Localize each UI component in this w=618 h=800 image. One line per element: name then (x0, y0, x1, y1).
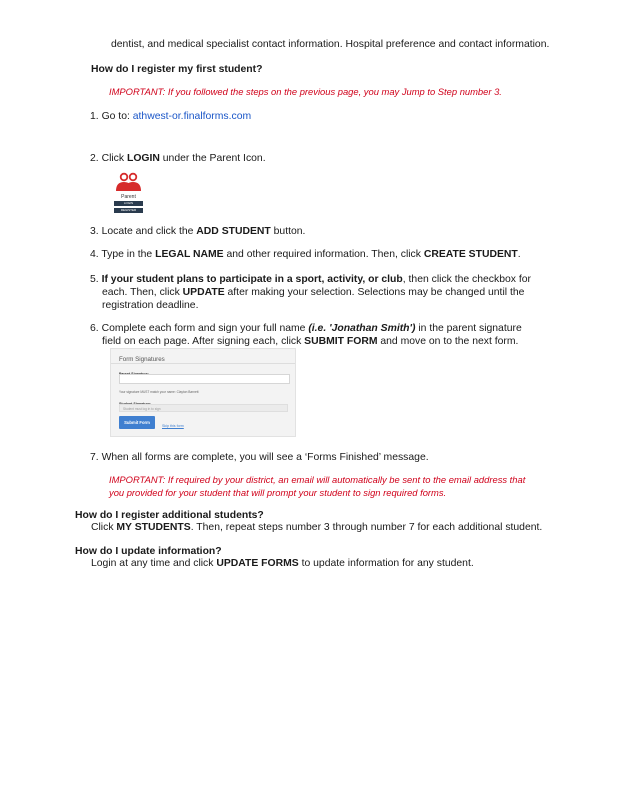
update-keyword: UPDATE (182, 287, 225, 298)
step-3-number: 3. (90, 226, 99, 237)
step-1-number: 1. (90, 111, 99, 122)
step-5-number: 5. (90, 274, 99, 285)
step-4-number: 4. (90, 249, 99, 260)
parent-icon-card[interactable] (113, 171, 144, 215)
update-forms-keyword: UPDATE FORMS (216, 558, 299, 569)
step-1 (90, 110, 540, 123)
intro-line: dentist, and medical specialist contact information. Hospital preference and contact information. (111, 39, 550, 50)
parent-register-button[interactable]: REGISTER (114, 208, 143, 213)
additional-text: Click (91, 522, 117, 533)
update-info-text (91, 557, 474, 570)
step-3-text: Locate and click the (101, 226, 197, 237)
signature-hint: Your signature MUST match your name: Clayton Barnett (119, 390, 199, 394)
step-3-text-end: button. (270, 226, 306, 237)
section-heading-update-info: How do I update information? (75, 546, 222, 557)
participate-keyword: If your student plans to participate in a sport, activity, or club (101, 274, 403, 285)
step-3 (90, 225, 540, 238)
finalforms-link[interactable]: athwest-or.finalforms.com (132, 111, 252, 122)
student-signature-input[interactable]: Student must log in to sign (119, 404, 288, 412)
step-7-number: 7. (90, 452, 99, 463)
step-7-text: When all forms are complete, you will see a ‘Forms Finished’ message. (101, 452, 429, 463)
legal-name-keyword: LEGAL NAME (155, 249, 224, 260)
step-4-text-end: . (517, 249, 521, 260)
step-4 (90, 248, 560, 261)
update-text: Login at any time and click (91, 558, 217, 569)
submit-form-keyword: SUBMIT FORM (304, 336, 378, 347)
my-students-keyword: MY STUDENTS (116, 522, 191, 533)
form-signatures-title: Form Signatures (119, 356, 165, 363)
step-5 (90, 273, 542, 312)
section-heading-first-student: How do I register my first student? (91, 64, 263, 75)
step-6-number: 6. (90, 323, 99, 334)
step-4-text-mid: and other required information. Then, click (223, 249, 424, 260)
important-note-2: IMPORTANT: If required by your district, an email will automatically be sent to the email address that you provided for your student that will prompt your student to sign required forms. (109, 474, 526, 498)
additional-students-text (91, 521, 542, 534)
update-text-end: to update information for any student. (298, 558, 474, 569)
panel-divider (111, 363, 295, 364)
form-signatures-panel (110, 348, 296, 437)
login-keyword: LOGIN (126, 153, 160, 164)
submit-form-button[interactable]: Submit Form (119, 416, 155, 429)
step-2 (90, 152, 540, 165)
parent-login-button[interactable]: LOGIN (114, 201, 143, 206)
step-6-text: Complete each form and sign your full name (101, 323, 309, 334)
section-heading-additional-students: How do I register additional students? (75, 510, 264, 521)
step-2-number: 2. (90, 153, 99, 164)
step-4-text: Type in the (101, 249, 156, 260)
skip-form-link[interactable]: Skip this form (162, 424, 184, 428)
step-2-text: Click (101, 153, 127, 164)
step-6 (90, 322, 542, 348)
step-1-text: Go to: (101, 111, 133, 122)
step-5-text-mid: , then click the checkbox for each. Then, click (102, 274, 531, 298)
parent-signature-input[interactable] (119, 374, 290, 384)
parent-icon (113, 171, 144, 193)
step-7 (90, 451, 540, 464)
example-name: (i.e. 'Jonathan Smith') (308, 323, 416, 334)
create-student-keyword: CREATE STUDENT (423, 249, 518, 260)
step-6-text-mid: in the parent signature field on each page. After signing each, click (102, 323, 522, 347)
additional-text-end: . Then, repeat steps number 3 through number 7 for each additional student. (190, 522, 543, 533)
step-2-text-end: under the Parent Icon. (159, 153, 266, 164)
add-student-keyword: ADD STUDENT (196, 226, 271, 237)
important-note-1: IMPORTANT: If you followed the steps on the previous page, you may Jump to Step number 3. (109, 86, 502, 97)
step-5-text-end: after making your selection. Selections may be changed until the registration deadline. (102, 287, 525, 311)
parent-icon-label: Parent (121, 194, 136, 200)
step-6-text-end: and move on to the next form. (377, 336, 519, 347)
